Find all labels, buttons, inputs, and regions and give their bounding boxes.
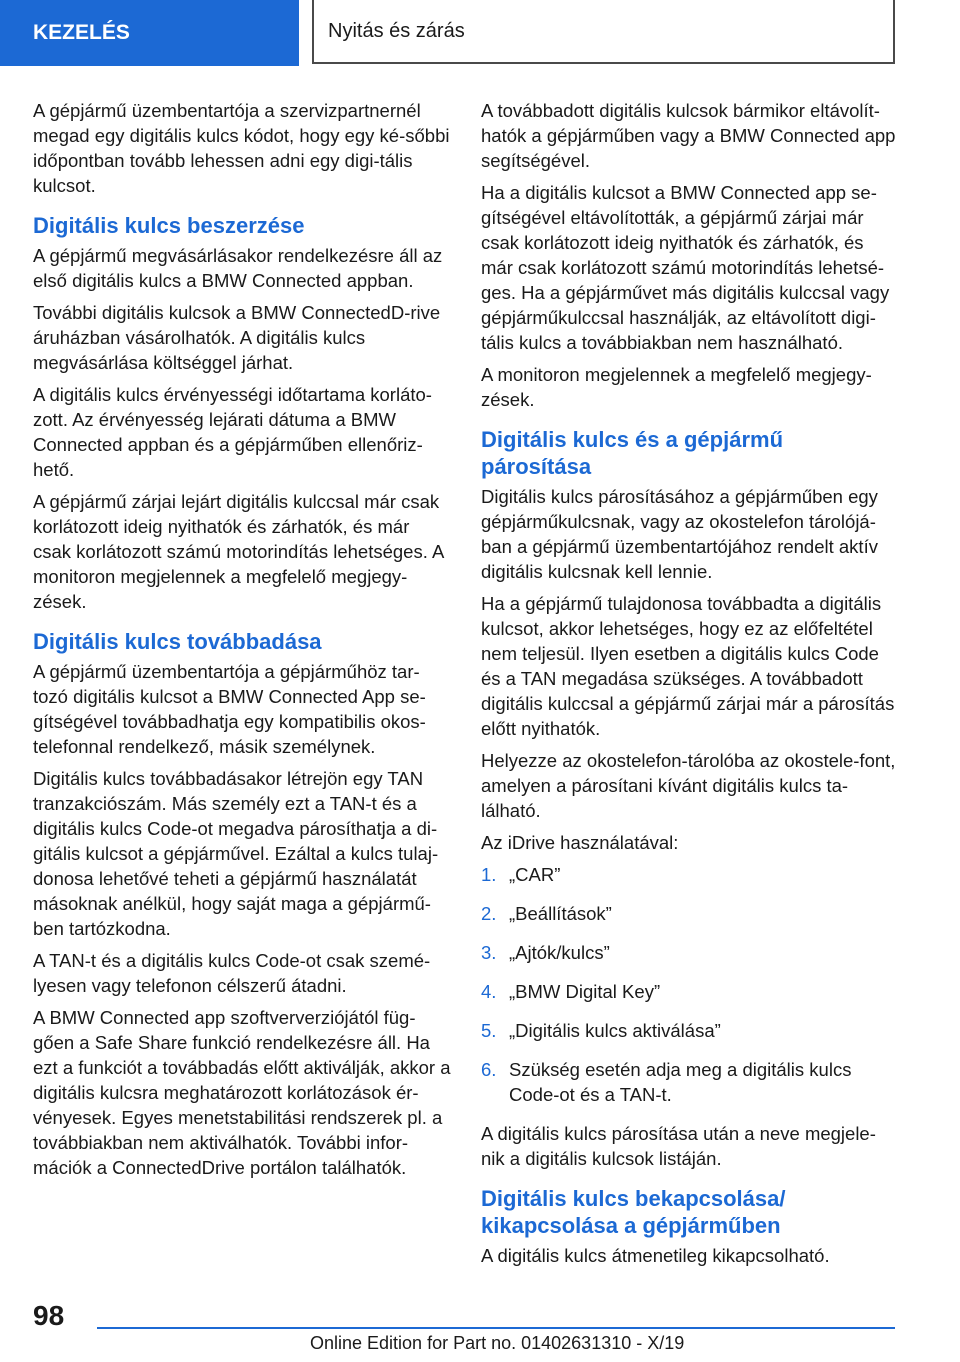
- step-text: „CAR”: [509, 864, 561, 885]
- step-number: 6.: [481, 1059, 497, 1080]
- paragraph: A BMW Connected app szoftververziójától füg-gően a Safe Share funkció rendelkezésre áll. Ha ezt a funkciót a továbbadás előtt aktiválják, akkor a digitális kulcsra meghatározott korlátozások ér-vényesek. Egyes menetstabilitási rendszerek pl. a továbbiakban nem aktiválhatók. További infor-mációk a ConnectedDrive portálon találhatók.: [33, 1007, 451, 1178]
- paragraph: Ha a digitális kulcsot a BMW Connected app se-gítségével eltávolították, a gépjármű zárjai már csak korlátozott ideig nyithatók és zárhatók, és már csak korlátozott számú motorindítás lehetsé-ges. Ha a gépjárművet más digitális kulccsal vagy gépjárműkulccsal használják, az eltávolított digi-tális kulcs a továbbiakban nem használható.: [481, 182, 890, 353]
- footer-divider: [97, 1327, 895, 1329]
- paragraph: A digitális kulcs párosítása után a neve megjele-nik a digitális kulcsok listáján.: [481, 1123, 876, 1169]
- step-number: 1.: [481, 864, 497, 885]
- step-number: 2.: [481, 903, 497, 924]
- page-number: 98: [33, 1300, 65, 1331]
- section-heading: Digitális kulcs bekapcsolása/ kikapcsolása a gépjárműben: [481, 1186, 786, 1238]
- paragraph: A gépjármű üzembentartója a gépjárműhöz tar-tozó digitális kulcsot a BMW Connected App se-gítségével továbbadhatja egy kompatibilis okos-telefonnal rendelkező, másik személynek.: [33, 661, 426, 757]
- paragraph: A digitális kulcs átmenetileg kikapcsolható.: [481, 1245, 830, 1266]
- step-item: [481, 901, 899, 926]
- paragraph: A monitoron megjelennek a megfelelő megjegy-zések.: [481, 364, 872, 410]
- idrive-steps-list: [481, 862, 899, 1107]
- step-text: „Digitális kulcs aktiválása”: [509, 1020, 721, 1041]
- step-text: Szükség esetén adja meg a digitális kulcs Code-ot és a TAN-t.: [509, 1059, 852, 1105]
- right-column-intro: [481, 98, 899, 855]
- paragraph: A gépjármű megvásárlásakor rendelkezésre áll az első digitális kulcs a BMW Connected appban.: [33, 245, 443, 291]
- paragraph: Digitális kulcs továbbadásakor létrejön egy TAN tranzakciószám. Más személy ezt a TAN-t és a digitális kulcs Code-ot megadva párosíthatja a di-gitális kulcsot a gépjárművel. Ezáltal a kulcs tulaj-donosa lehetővé teheti a gépjármű használatát másoknak anélkül, hogy saját maga a gépjármű-ben tartózkodna.: [33, 768, 439, 939]
- paragraph: Helyezze az okostelefon-tárolóba az okostele-font, amelyen a párosítani kívánt digitális kulcs ta-lálható.: [481, 750, 896, 821]
- section-heading: Digitális kulcs és a gépjármű párosítása: [481, 427, 784, 479]
- step-number: 5.: [481, 1020, 497, 1041]
- step-item: [481, 940, 899, 965]
- step-text: „Ajtók/kulcs”: [509, 942, 610, 963]
- step-item: [481, 862, 899, 887]
- step-text: „Beállítások”: [509, 903, 612, 924]
- paragraph: A digitális kulcs érvényességi időtartama korláto-zott. Az érvényesség lejárati dátuma a BMW Connected appban és a gépjárműben ellenőriz-hető.: [33, 384, 432, 480]
- chapter-title: Nyitás és zárás: [312, 0, 895, 64]
- step-number: 4.: [481, 981, 497, 1002]
- right-column-outro: [481, 1121, 899, 1268]
- page-header: [0, 0, 960, 66]
- step-item: [481, 1057, 899, 1107]
- step-item: [481, 979, 899, 1004]
- paragraph: Digitális kulcs párosításához a gépjárműben egy gépjárműkulcsnak, vagy az okostelefon tárolójá-ban a gépjármű üzembentartójához rendelt aktív digitális kulcsnak kell lennie.: [481, 486, 878, 582]
- left-column: [33, 98, 451, 1187]
- step-item: [481, 1018, 899, 1043]
- paragraph: A gépjármű zárjai lejárt digitális kulccsal már csak korlátozott ideig nyithatók és zárhatók, és már csak korlátozott számú motorindítás lehetséges. A monitoron megjelennek a megfelelő megjegy-zések.: [33, 491, 444, 612]
- paragraph: Ha a gépjármű tulajdonosa továbbadta a digitális kulcsot, akkor lehetséges, hogy ez az előfeltétel nem teljesül. Ilyen esetben a digitális kulcs Code és a TAN megadása szükséges. A továbbadott digitális kulccsal a gépjármű zárjai már a párosítás előtt nyithatók.: [481, 593, 895, 739]
- right-column: [481, 98, 899, 1275]
- paragraph: A továbbadott digitális kulcsok bármikor eltávolít-hatók a gépjárműben vagy a BMW Connected app segítségével.: [481, 100, 896, 171]
- paragraph: A gépjármű üzembentartója a szervizpartnernél megad egy digitális kulcs kódot, hogy egy ké-sőbbi időpontban tovább lehessen adni egy digi-tális kulcsot.: [33, 100, 450, 196]
- paragraph: A TAN-t és a digitális kulcs Code-ot csak szemé-lyesen vagy telefonon célszerű átadni.: [33, 950, 431, 996]
- paragraph: Az iDrive használatával:: [481, 832, 679, 853]
- step-text: „BMW Digital Key”: [509, 981, 661, 1002]
- section-heading: Digitális kulcs továbbadása: [33, 629, 322, 654]
- footer-edition: Online Edition for Part no. 01402631310 - X/19: [310, 1333, 685, 1353]
- step-number: 3.: [481, 942, 497, 963]
- paragraph: További digitális kulcsok a BMW ConnectedD-rive áruházban vásárolhatók. A digitális kulcs megvásárlása költséggel járhat.: [33, 302, 441, 373]
- section-tab: KEZELÉS: [0, 0, 299, 66]
- section-heading: Digitális kulcs beszerzése: [33, 213, 305, 238]
